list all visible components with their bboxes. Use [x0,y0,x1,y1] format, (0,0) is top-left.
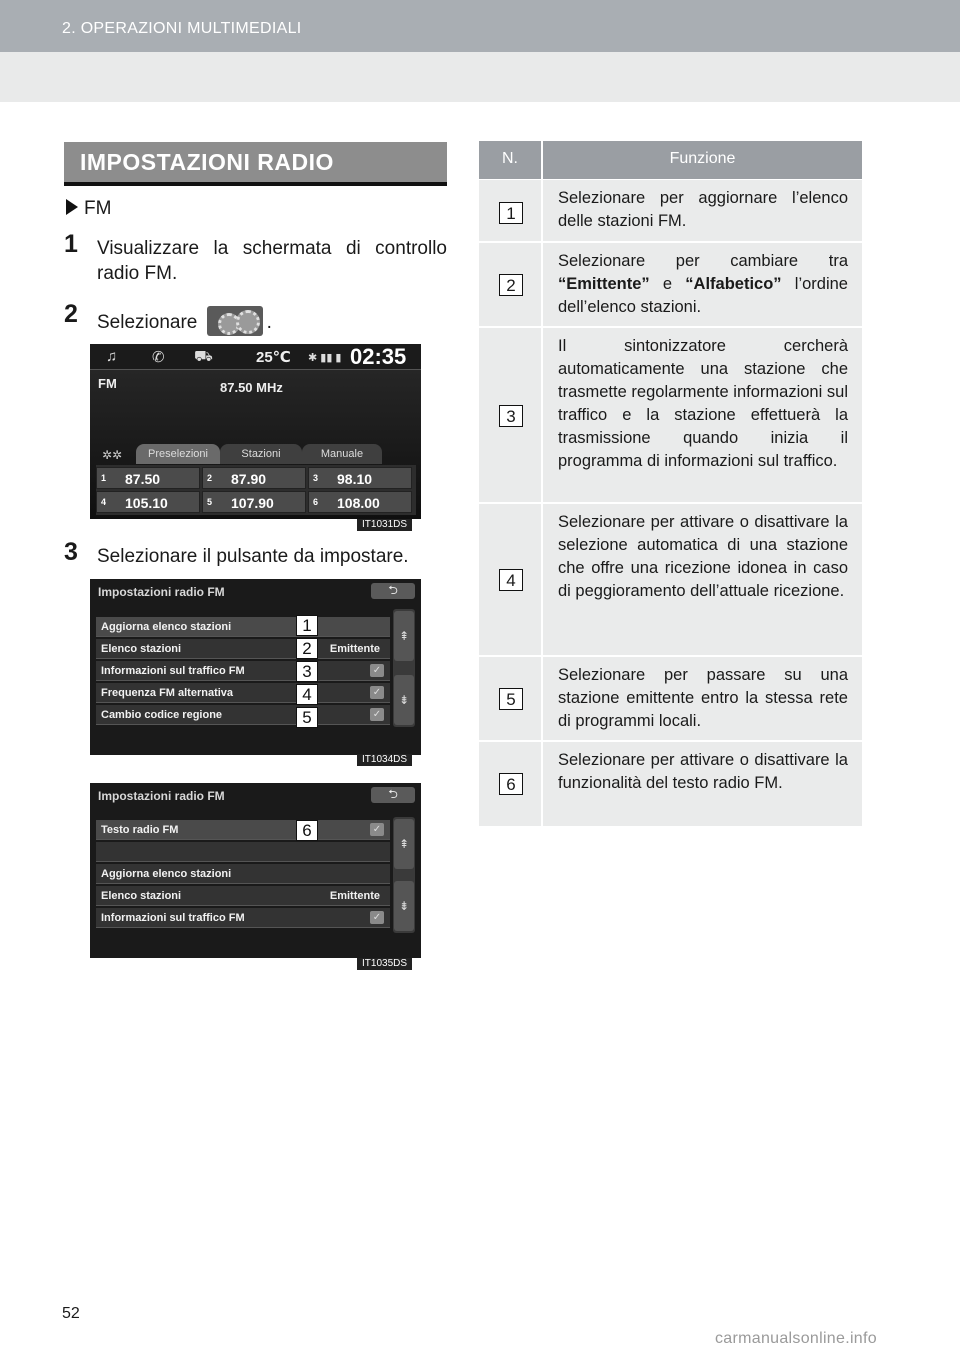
row-text: Selezionare per attivare o disattivare la funzionalità del testo radio FM. [558,751,848,792]
signal-icon: ✱ ▮▮ ▮ [308,352,342,364]
radio-settings-screen [90,579,421,755]
image-code: IT1031DS [357,519,412,531]
row-text: Selezionare per attivare o disattivare la selezione automatica di una stazione che offre una ricezione idonea in caso di peggioramento dell’attuale ricezione. [558,513,848,600]
status-bar [90,344,421,370]
row-text: Selezionare per cambiare tra “Emittente” e “Alfabetico” l’ordine dell’elenco stazioni. [558,252,848,316]
tab-manuale[interactable]: Manuale [302,444,382,464]
phone-icon: ✆ [152,349,165,366]
section-title: IMPOSTAZIONI RADIO [80,149,334,175]
preset-button[interactable]: 4 105.10 [96,491,200,513]
step-text [97,306,447,336]
scroll-up-icon[interactable]: ⇞ [394,819,414,869]
checkbox-icon: ✓ [370,911,384,924]
scroll-down-icon[interactable]: ⇟ [394,675,414,725]
settings-row[interactable]: Informazioni sul traffico FM ✓ [96,908,390,928]
settings-row[interactable]: Cambio codice regione ✓ [96,705,390,725]
callout-number: 5 [296,707,318,728]
radio-settings-screen-scrolled [90,783,421,958]
callout-number: 3 [296,661,318,682]
frequency-readout: 87.50 MHz [220,380,283,395]
row-text: Il sintonizzatore cercherà automaticamente una stazione che trasmette regolarmente informazioni sul traffico e la stazione effettuerà la trasmissione quando inizia il programma di informazioni sul traffico. [558,337,848,470]
settings-row[interactable]: Informazioni sul traffico FM ✓ [96,661,390,681]
scroll-up-icon[interactable]: ⇞ [394,611,414,661]
table-row [479,243,862,328]
checkbox-icon: ✓ [370,664,384,677]
chapter-header-bar [0,0,960,52]
subheading-label: FM [84,198,112,219]
table-header-num: N. [479,141,543,179]
back-button[interactable]: ⮌ [371,787,415,803]
header-band [0,52,960,102]
row-text-bold: “Alfabetico” [685,275,782,293]
callout-number: 1 [296,615,318,636]
step-text: Visualizzare la schermata di controllo radio FM. [97,238,447,284]
preset-button[interactable]: 6 108.00 [308,491,412,513]
row-number: 5 [499,688,523,710]
page-number: 52 [62,1305,80,1322]
tab-preselezioni[interactable]: Preselezioni [136,444,220,464]
step-number: 3 [64,538,78,566]
table-row [479,657,862,742]
preset-grid [96,465,416,515]
image-code: IT1035DS [357,958,412,970]
callout-number: 6 [296,820,318,841]
back-button[interactable]: ⮌ [371,583,415,599]
screen-title: Impostazioni radio FM [98,585,225,599]
row-text: Selezionare per passare su una stazione emittente entro la stessa rete di programmi locali. [558,666,848,730]
clock: 02:35 [350,344,407,369]
callout-number: 2 [296,638,318,659]
settings-row[interactable]: Elenco stazioni Emittente [96,886,390,906]
checkbox-icon: ✓ [370,823,384,836]
settings-row[interactable]: Aggiorna elenco stazioni [96,864,390,884]
row-number: 2 [499,274,523,296]
preset-button[interactable]: 2 87.90 [202,467,306,489]
step-text-after: . [266,312,272,333]
fm-control-screen [90,344,421,519]
step-text-before: Selezionare [97,312,198,333]
table-header-function: Funzione [543,141,862,179]
row-number: 1 [499,202,523,224]
section-divider [64,182,447,186]
settings-tab-gear-icon[interactable]: ✲✲ [102,448,123,462]
preset-button[interactable]: 3 98.10 [308,467,412,489]
table-row [479,180,862,243]
settings-row [96,842,390,862]
settings-row[interactable]: Aggiorna elenco stazioni [96,617,390,637]
table-row [479,742,862,826]
watermark: carmanualsonline.info [715,1330,877,1347]
subheading [66,198,111,220]
band-label: FM [98,376,117,391]
settings-row[interactable]: Elenco stazioni Emittente [96,639,390,659]
callout-number: 4 [296,684,318,705]
chapter-title: 2. OPERAZIONI MULTIMEDIALI [62,20,302,37]
preset-button[interactable]: 1 87.50 [96,467,200,489]
scrollbar[interactable] [393,609,415,727]
settings-row[interactable]: Testo radio FM ✓ [96,820,390,840]
triangle-bullet-icon [66,199,78,215]
step-number: 2 [64,300,78,328]
screen-title: Impostazioni radio FM [98,789,225,803]
image-code: IT1034DS [357,754,412,766]
checkbox-icon: ✓ [370,686,384,699]
row-number: 3 [499,405,523,427]
settings-gear-icon [207,306,263,336]
scroll-down-icon[interactable]: ⇟ [394,881,414,931]
temperature-readout: 25℃ [256,349,291,366]
row-text: Selezionare per aggiornare l’elenco delle stazioni FM. [558,189,848,230]
music-note-icon: ♫ [106,348,118,365]
checkbox-icon: ✓ [370,708,384,721]
preset-button[interactable]: 5 107.90 [202,491,306,513]
row-number: 4 [499,569,523,591]
table-row [479,504,862,657]
scrollbar[interactable] [393,817,415,933]
car-info-icon: ⛟ [194,348,213,365]
table-row [479,328,862,504]
tab-stazioni[interactable]: Stazioni [220,444,302,464]
step-number: 1 [64,230,78,258]
section-title-bar [64,142,447,182]
step-text: Selezionare il pulsante da impostare. [97,546,409,567]
settings-row[interactable]: Frequenza FM alternativa ✓ [96,683,390,703]
row-number: 6 [499,773,523,795]
row-text-bold: “Emittente” [558,275,650,293]
